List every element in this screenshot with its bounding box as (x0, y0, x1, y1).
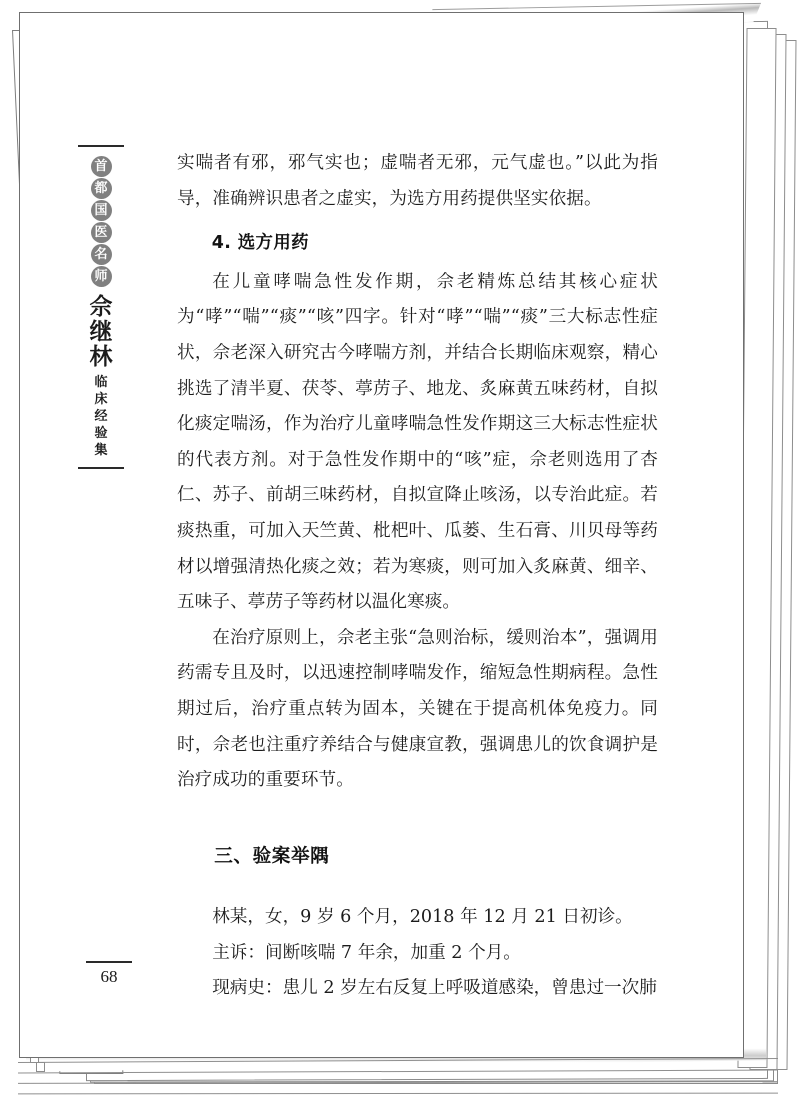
subtitle-char-3: 经 (94, 409, 108, 424)
case-line-present-illness: 现病史：患儿 2 岁左右反复上呼吸道感染，曾患过一次肺 (212, 978, 657, 999)
series-badge-char-2: 都 (91, 178, 112, 199)
author-char-3: 林 (89, 343, 113, 370)
subtitle-char-5: 集 (94, 443, 108, 458)
body-column (177, 146, 658, 1007)
subtitle-char-2: 床 (94, 392, 108, 407)
running-head-author-name (90, 294, 113, 369)
page-corner-tab-2 (36, 1062, 45, 1072)
case-line-patient-info: 林某，女，9 岁 6 个月，2018 年 12 月 21 日初诊。 (212, 907, 633, 928)
paragraph-1: 在儿童哮喘急性发作期，佘老精炼总结其核心症状为“哮”“喘”“痰”“咳”四字。针对“哮”“喘”“痰”三大标志性症状，佘老深入研究古今哮喘方剂，并结合长期临床观察，精心挑选了清半夏、茯苓、葶苈子、地龙、炙麻黄五味药材，自拟化痰定喘汤，作为治疗儿童哮喘急性发作期这三大标志性症状的代表方剂。对于急性发作期中的“咳”症，佘老则选用了杏仁、苏子、前胡三味药材，自拟宣降止咳汤，以专治此症。若痰热重，可加入天竺黄、枇杷叶、瓜蒌、生石膏、川贝母等药材以增强清热化痰之效；若为寒痰，则可加入炙麻黄、细辛、五味子、葶苈子等药材以温化寒痰。 (177, 271, 658, 613)
subheading-4-xuanfang-yongyao: 4. 选方用药 (211, 233, 309, 254)
subtitle-char-1: 临 (94, 375, 108, 390)
author-char-1: 佘 (89, 293, 113, 320)
subtitle-char-4: 验 (94, 426, 108, 441)
page-number: 68 (100, 967, 118, 986)
series-badge-group (91, 156, 112, 287)
series-badge-char-1: 首 (91, 156, 112, 177)
section-heading-yanan-juyu: 三、验案举隅 (214, 845, 330, 867)
paragraph-2: 在治疗原则上，佘老主张“急则治标，缓则治本”，强调用药需专且及时，以迅速控制哮喘发作，缩短急性期病程。急性期过后，治疗重点转为固本，关键在于提高机体免疫力。同时，佘老也注重疗养结合与健康宣教，强调患儿的饮食调护是治疗成功的重要环节。 (177, 627, 658, 791)
series-badge-char-5: 名 (91, 244, 112, 265)
running-head (77, 145, 125, 469)
running-head-rule-top (78, 145, 124, 147)
running-head-rule-bottom (78, 467, 124, 469)
series-badge-char-3: 国 (91, 200, 112, 221)
folio-rule (86, 961, 132, 963)
series-badge-char-6: 师 (91, 266, 112, 287)
folio (78, 961, 140, 987)
book-page (19, 12, 744, 1058)
author-char-2: 继 (89, 318, 113, 345)
case-line-chief-complaint: 主诉：间断咳喘 7 年余，加重 2 个月。 (212, 942, 521, 963)
series-badge-char-4: 医 (91, 222, 112, 243)
page-edge-bottom-4 (18, 1093, 778, 1095)
running-head-subtitle (94, 374, 107, 459)
paragraph-continued: 实喘者有邪，邪气实也；虚喘者无邪，元气虚也。”以此为指导，准确辨识患者之虚实，为选方用药提供坚实依据。 (177, 153, 658, 209)
